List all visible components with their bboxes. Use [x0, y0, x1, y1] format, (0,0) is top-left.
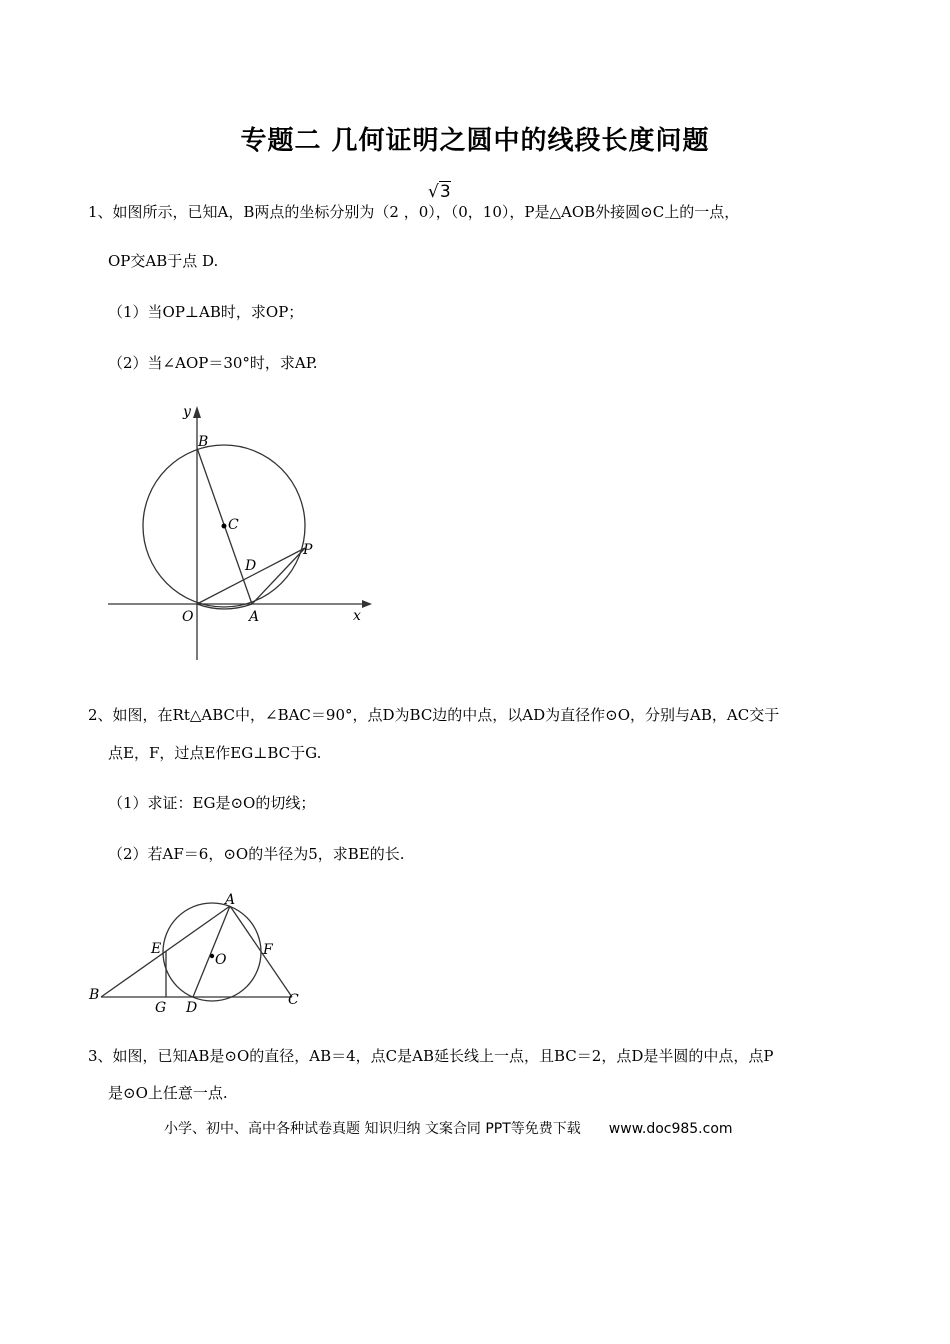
footer — [164, 1118, 733, 1138]
problem-2-part-1: （1）求证：EG是⊙O的切线； — [108, 794, 316, 812]
label-y: y — [183, 404, 191, 420]
label-b: B — [198, 434, 209, 450]
page-title: 专题二 几何证明之圆中的线段长度问题 — [240, 126, 710, 156]
label-a: A — [249, 609, 260, 625]
point-o — [210, 954, 214, 958]
figure-2 — [85, 890, 315, 1020]
label-o: O — [215, 952, 227, 968]
figure-1 — [100, 398, 380, 666]
segment-ap — [252, 548, 305, 604]
circle-o — [163, 903, 261, 1001]
sqrt-three: √3 — [428, 182, 451, 202]
radicand: 3 — [439, 182, 451, 202]
point-c — [222, 524, 227, 529]
problem-2-part-2: （2）若AF＝6，⊙O的半径为5，求BE的长. — [108, 845, 405, 863]
label-x: x — [353, 608, 361, 624]
problem-1-line-1: 1、如图所示，已知A，B两点的坐标分别为（2 ，0），（0，10），P是△AOB外接圆⊙C上的一点， — [88, 203, 740, 221]
footer-url[interactable]: www.doc985.com — [608, 1121, 733, 1137]
problem-3-line-1: 3、如图，已知AB是⊙O的直径，AB＝4，点C是AB延长线上一点，且BC＝2，点D是半圆的中点，点P — [88, 1047, 774, 1065]
label-p: P — [303, 542, 313, 558]
label-f: F — [263, 942, 273, 958]
label-c: C — [228, 517, 239, 533]
segment-op — [197, 548, 305, 604]
footer-text: 小学、初中、高中各种试卷真题 知识归纳 文案合同 PPT等免费下载 — [164, 1121, 581, 1137]
problem-2-line-2: 点E，F，过点E作EG⊥BC于G. — [108, 744, 322, 762]
label-d: D — [245, 558, 257, 574]
problem-1-part-2: （2）当∠AOP＝30°时，求AP. — [108, 354, 318, 372]
problem-1-part-1: （1）当OP⊥AB时，求OP； — [108, 303, 304, 321]
problem-1-line-2: OP交AB于点 D. — [108, 252, 219, 270]
y-arrow — [193, 406, 201, 418]
label-c: C — [288, 992, 299, 1008]
label-d: D — [186, 1000, 198, 1016]
problem-2-line-1: 2、如图，在Rt△ABC中，∠BAC＝90°，点D为BC边的中点，以AD为直径作⊙O，分别与AB，AC交于 — [88, 706, 780, 724]
x-arrow — [362, 600, 372, 608]
label-e: E — [151, 941, 162, 957]
label-a: A — [225, 892, 236, 908]
label-g: G — [155, 1000, 167, 1016]
label-b: B — [89, 987, 100, 1003]
problem-3-line-2: 是⊙O上任意一点. — [108, 1084, 228, 1102]
label-o: O — [182, 609, 194, 625]
